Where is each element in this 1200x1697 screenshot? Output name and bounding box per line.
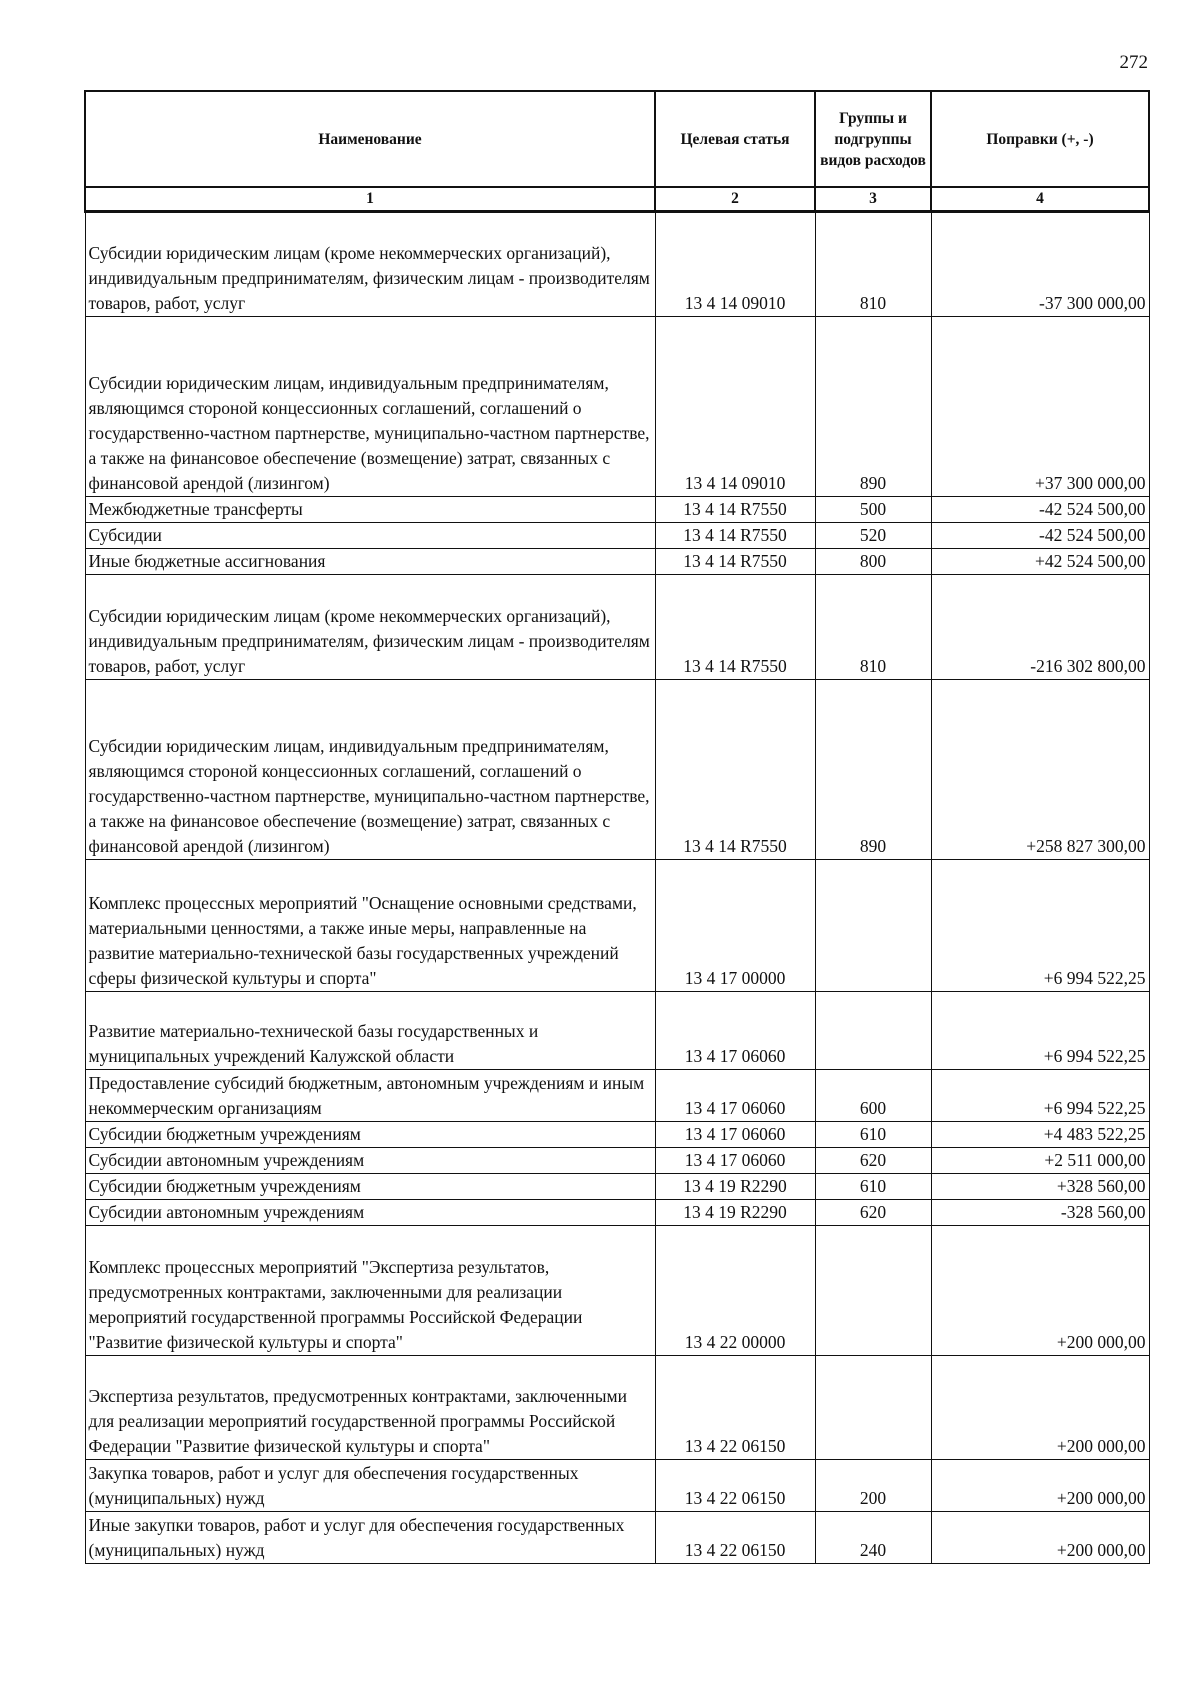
row-expense-group: 810	[815, 575, 931, 680]
row-target-article: 13 4 14 R7550	[655, 497, 815, 523]
table-row	[85, 1226, 1149, 1356]
column-number-row	[85, 187, 1149, 212]
row-amount: -42 524 500,00	[931, 523, 1149, 549]
row-name: Межбюджетные трансферты	[85, 497, 655, 523]
row-expense-group: 200	[815, 1460, 931, 1512]
row-expense-group: 600	[815, 1070, 931, 1122]
row-name: Субсидии юридическим лицам, индивидуальным предпринимателям, являющимся стороной концессионных соглашений, соглашений о государственно-частном партнерстве, муниципально-частном партнерстве, а также на финансовое обеспечение (возмещение) затрат, связанных с финансовой арендой (лизингом)	[85, 317, 655, 497]
row-expense-group: 520	[815, 523, 931, 549]
row-target-article: 13 4 14 09010	[655, 212, 815, 317]
table-row	[85, 1512, 1149, 1564]
row-name: Комплекс процессных мероприятий "Оснащение основными средствами, материальными ценностями, а также иные меры, направленные на развитие материально-технической базы государственных учреждений сферы физической культуры и спорта"	[85, 860, 655, 992]
row-amount: +6 994 522,25	[931, 860, 1149, 992]
column-number: 2	[655, 187, 815, 212]
table-row	[85, 497, 1149, 523]
table-row	[85, 575, 1149, 680]
row-amount: -42 524 500,00	[931, 497, 1149, 523]
row-amount: +258 827 300,00	[931, 680, 1149, 860]
row-name: Закупка товаров, работ и услуг для обеспечения государственных (муниципальных) нужд	[85, 1460, 655, 1512]
row-expense-group: 620	[815, 1200, 931, 1226]
table-row	[85, 680, 1149, 860]
row-amount: -216 302 800,00	[931, 575, 1149, 680]
row-amount: +328 560,00	[931, 1174, 1149, 1200]
row-target-article: 13 4 19 R2290	[655, 1200, 815, 1226]
row-target-article: 13 4 17 00000	[655, 860, 815, 992]
row-expense-group: 500	[815, 497, 931, 523]
row-target-article: 13 4 22 06150	[655, 1356, 815, 1460]
row-name: Субсидии бюджетным учреждениям	[85, 1122, 655, 1148]
header-target-article: Целевая статья	[655, 91, 815, 187]
header-expense-groups: Группы и подгруппы видов расходов	[815, 91, 931, 187]
row-target-article: 13 4 22 06150	[655, 1460, 815, 1512]
table-row	[85, 212, 1149, 317]
column-number: 4	[931, 187, 1149, 212]
row-expense-group: 800	[815, 549, 931, 575]
row-expense-group: 610	[815, 1122, 931, 1148]
table-row	[85, 1070, 1149, 1122]
row-amount: +42 524 500,00	[931, 549, 1149, 575]
row-target-article: 13 4 14 09010	[655, 317, 815, 497]
row-target-article: 13 4 17 06060	[655, 992, 815, 1070]
row-name: Развитие материально-технической базы государственных и муниципальных учреждений Калужской области	[85, 992, 655, 1070]
row-name: Экспертиза результатов, предусмотренных контрактами, заключенными для реализации мероприятий государственной программы Российской Федерации "Развитие физической культуры и спорта"	[85, 1356, 655, 1460]
row-amount: +6 994 522,25	[931, 992, 1149, 1070]
row-expense-group: 890	[815, 680, 931, 860]
row-target-article: 13 4 17 06060	[655, 1122, 815, 1148]
column-number: 1	[85, 187, 655, 212]
table-row	[85, 1122, 1149, 1148]
header-amendments: Поправки (+, -)	[931, 91, 1149, 187]
table-row	[85, 1174, 1149, 1200]
row-name: Субсидии автономным учреждениям	[85, 1200, 655, 1226]
budget-amendments-table	[84, 90, 1150, 1564]
row-name: Субсидии юридическим лицам (кроме некоммерческих организаций), индивидуальным предпринимателям, физическим лицам - производителям товаров, работ, услуг	[85, 212, 655, 317]
row-expense-group: 810	[815, 212, 931, 317]
row-target-article: 13 4 19 R2290	[655, 1174, 815, 1200]
column-number: 3	[815, 187, 931, 212]
row-name: Иные закупки товаров, работ и услуг для обеспечения государственных (муниципальных) нужд	[85, 1512, 655, 1564]
row-name: Предоставление субсидий бюджетным, автономным учреждениям и иным некоммерческим организациям	[85, 1070, 655, 1122]
row-name: Иные бюджетные ассигнования	[85, 549, 655, 575]
table-row	[85, 992, 1149, 1070]
table-row	[85, 523, 1149, 549]
page-number: 272	[1119, 52, 1148, 73]
row-expense-group: 890	[815, 317, 931, 497]
row-amount: +4 483 522,25	[931, 1122, 1149, 1148]
row-target-article: 13 4 17 06060	[655, 1148, 815, 1174]
table-row	[85, 1356, 1149, 1460]
table-row	[85, 1460, 1149, 1512]
table-row	[85, 860, 1149, 992]
row-target-article: 13 4 14 R7550	[655, 523, 815, 549]
row-name: Субсидии юридическим лицам (кроме некоммерческих организаций), индивидуальным предпринимателям, физическим лицам - производителям товаров, работ, услуг	[85, 575, 655, 680]
row-amount: +200 000,00	[931, 1460, 1149, 1512]
row-amount: +6 994 522,25	[931, 1070, 1149, 1122]
table-row	[85, 1200, 1149, 1226]
row-name: Субсидии бюджетным учреждениям	[85, 1174, 655, 1200]
table-row	[85, 317, 1149, 497]
row-amount: +200 000,00	[931, 1512, 1149, 1564]
row-amount: +200 000,00	[931, 1226, 1149, 1356]
row-name: Субсидии	[85, 523, 655, 549]
row-expense-group	[815, 860, 931, 992]
row-expense-group	[815, 1226, 931, 1356]
row-target-article: 13 4 14 R7550	[655, 680, 815, 860]
row-name: Субсидии автономным учреждениям	[85, 1148, 655, 1174]
row-expense-group	[815, 1356, 931, 1460]
table-row	[85, 549, 1149, 575]
row-target-article: 13 4 22 06150	[655, 1512, 815, 1564]
row-amount: -328 560,00	[931, 1200, 1149, 1226]
row-amount: +200 000,00	[931, 1356, 1149, 1460]
header-row	[85, 91, 1149, 187]
row-target-article: 13 4 17 06060	[655, 1070, 815, 1122]
row-amount: +2 511 000,00	[931, 1148, 1149, 1174]
row-expense-group	[815, 992, 931, 1070]
row-amount: -37 300 000,00	[931, 212, 1149, 317]
header-name: Наименование	[85, 91, 655, 187]
row-target-article: 13 4 14 R7550	[655, 549, 815, 575]
row-expense-group: 240	[815, 1512, 931, 1564]
row-name: Субсидии юридическим лицам, индивидуальным предпринимателям, являющимся стороной концессионных соглашений, соглашений о государственно-частном партнерстве, муниципально-частном партнерстве, а также на финансовое обеспечение (возмещение) затрат, связанных с финансовой арендой (лизингом)	[85, 680, 655, 860]
row-expense-group: 610	[815, 1174, 931, 1200]
table-row	[85, 1148, 1149, 1174]
row-amount: +37 300 000,00	[931, 317, 1149, 497]
row-target-article: 13 4 22 00000	[655, 1226, 815, 1356]
table-body	[85, 212, 1149, 1564]
row-name: Комплекс процессных мероприятий "Экспертиза результатов, предусмотренных контрактами, заключенными для реализации мероприятий государственной программы Российской Федерации "Развитие физической культуры и спорта"	[85, 1226, 655, 1356]
row-target-article: 13 4 14 R7550	[655, 575, 815, 680]
row-expense-group: 620	[815, 1148, 931, 1174]
